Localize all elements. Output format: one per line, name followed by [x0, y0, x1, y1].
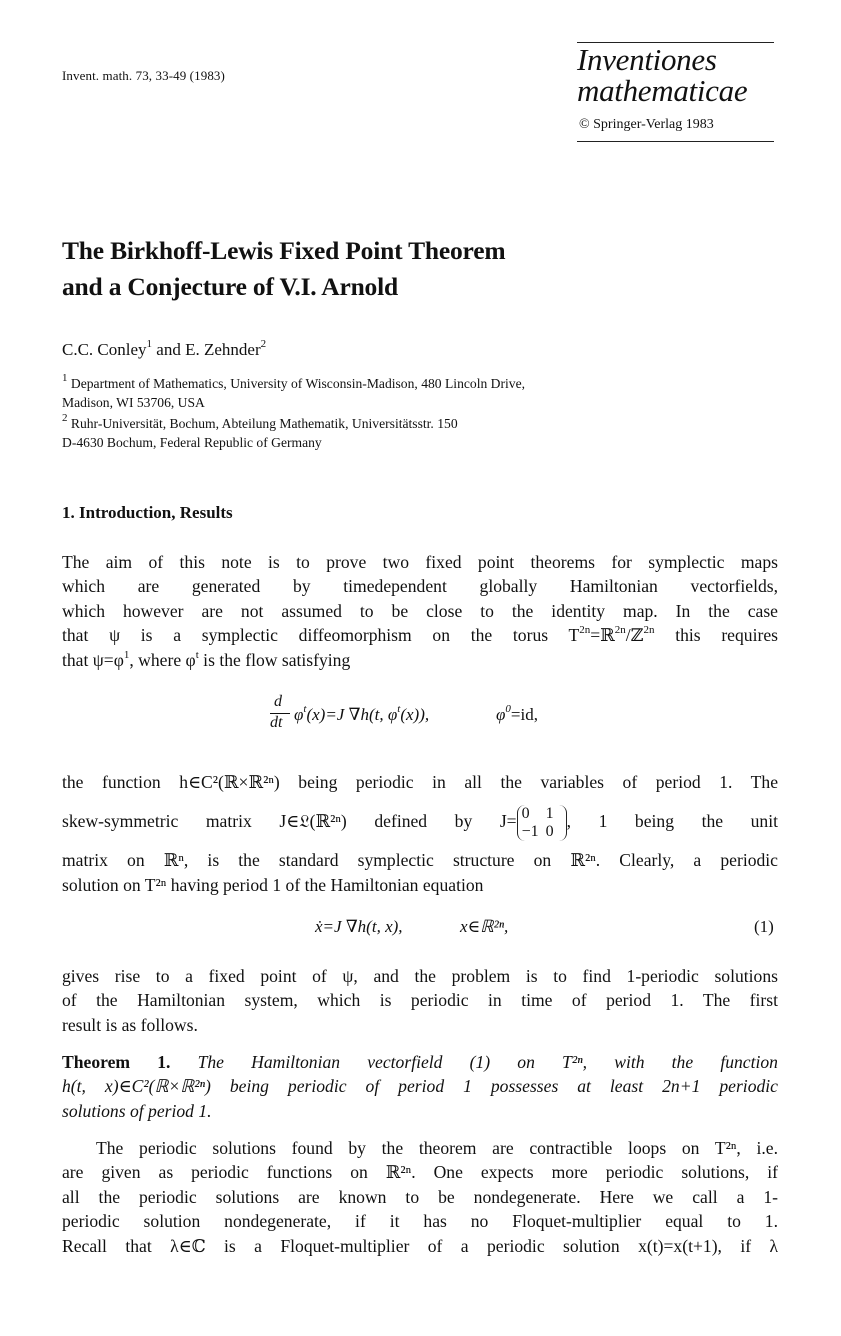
- intro-line: which however are not assumed to be close to the identity map. In the case: [62, 600, 778, 621]
- author-2-affil-mark: 2: [260, 338, 267, 351]
- matrix-entry: 0: [545, 823, 554, 841]
- eq-text: (x)),: [400, 705, 430, 724]
- affiliation-1-line1: Department of Mathematics, University of Wisconsin-Madison, 480 Lincoln Drive,: [67, 376, 526, 391]
- superscript: t: [397, 703, 401, 716]
- eq-text: φ: [294, 705, 304, 724]
- paragraph-line: Recall that λ∈ℂ is a Floquet-multiplier of a periodic solution x(t)=x(t+1), if λ: [62, 1235, 778, 1256]
- journal-rule-bottom: [577, 141, 774, 142]
- theorem-text: The Hamiltonian vectorfield (1) on T²ⁿ, with the function: [170, 1052, 778, 1072]
- paragraph-4: [62, 1136, 778, 1258]
- affiliation-2: [62, 414, 458, 452]
- paragraph-line: of the Hamiltonian system, which is periodic in time of period 1. The first: [62, 990, 778, 1011]
- section-heading: 1. Introduction, Results: [62, 503, 233, 522]
- journal-copyright: © Springer-Verlag 1983: [579, 117, 714, 132]
- flow-equation-body: [294, 705, 429, 725]
- matrix-entry: 1: [545, 805, 554, 823]
- initial-condition: [496, 705, 538, 725]
- paragraph-line: result is as follows.: [62, 1014, 198, 1035]
- citation: Invent. math. 73, 33-49 (1983): [62, 68, 225, 83]
- intro-line: The aim of this note is to prove two fixed point theorems for symplectic maps: [62, 552, 778, 572]
- theorem-line: h(t, x)∈C²(ℝ×ℝ²ⁿ) being periodic of period 1 possesses at least 2n+1 periodic: [62, 1076, 778, 1097]
- symplectic-matrix: [517, 805, 567, 841]
- journal-name-line1: Inventiones: [577, 42, 717, 77]
- equation-number: (1): [754, 917, 774, 936]
- intro-paragraph: [62, 550, 778, 672]
- affiliation-1: [62, 374, 525, 412]
- intro-text: =ℝ: [590, 625, 615, 646]
- paragraph-2: [62, 770, 778, 897]
- authors-and: and: [152, 340, 186, 359]
- fraction-denominator: dt: [270, 714, 283, 731]
- paragraph-line: the function h∈C²(ℝ×ℝ²ⁿ) being periodic in all the variables of period 1. The: [62, 772, 778, 792]
- theorem-label: Theorem 1.: [62, 1052, 171, 1072]
- eq-text: φ: [496, 705, 506, 724]
- paragraph-line: The periodic solutions found by the theorem are contractible loops on T²ⁿ, i.e.: [96, 1138, 778, 1158]
- hamiltonian-equation-domain: x∈ℝ²ⁿ,: [460, 917, 509, 936]
- theorem-1: [62, 1050, 778, 1123]
- theorem-line: solutions of period 1.: [62, 1100, 212, 1121]
- eq-text: =id,: [510, 705, 538, 724]
- intro-text: is the flow satisfying: [198, 649, 351, 670]
- intro-text: /ℤ: [625, 625, 644, 646]
- paragraph-line: matrix on ℝⁿ, is the standard symplectic structure on ℝ²ⁿ. Clearly, a periodic: [62, 850, 778, 871]
- superscript: 0: [505, 703, 511, 716]
- superscript: 2n: [614, 624, 626, 637]
- intro-text: , where φ: [129, 649, 196, 670]
- paragraph-line: solution on T²ⁿ having period 1 of the Hamiltonian equation: [62, 874, 484, 895]
- intro-line: which are generated by timedependent globally Hamiltonian vectorfields,: [62, 576, 778, 597]
- superscript: t: [303, 703, 307, 716]
- theorem-line: [62, 1050, 778, 1074]
- paragraph-3: [62, 964, 778, 1037]
- superscript: t: [195, 648, 199, 661]
- affiliation-2-mark: 2: [62, 412, 68, 425]
- superscript: 2n: [643, 624, 655, 637]
- matrix-entry: 0: [521, 805, 530, 823]
- paragraph-line: all the periodic solutions are known to be nondegenerate. Here we call a 1-: [62, 1186, 778, 1207]
- journal-name-line2: mathematicae: [577, 73, 748, 108]
- paper-title: [62, 233, 505, 305]
- paragraph-line: are given as periodic functions on ℝ²ⁿ. One expects more periodic solutions, if: [62, 1162, 778, 1183]
- paragraph-line: [62, 794, 778, 848]
- journal-name: [577, 44, 747, 106]
- intro-text: that ψ=φ: [62, 649, 124, 670]
- superscript: 1: [123, 648, 130, 661]
- intro-text: this requires: [654, 625, 778, 646]
- author-1-affil-mark: 1: [146, 338, 153, 351]
- authors: [62, 340, 266, 360]
- author-1: C.C. Conley: [62, 340, 147, 359]
- hamiltonian-equation: ẋ=J ∇h(t, x),: [315, 917, 403, 936]
- title-line2: and a Conjecture of V.I. Arnold: [62, 272, 398, 301]
- matrix-entry: −1: [521, 823, 539, 841]
- paragraph-line: periodic solution nondegenerate, if it has no Floquet-multiplier equal to 1.: [62, 1211, 778, 1232]
- eq-text: (x)=J ∇h(t, φ: [306, 705, 398, 724]
- superscript: 2n: [579, 624, 591, 637]
- paragraph-line: gives rise to a fixed point of ψ, and the problem is to find 1-periodic solutions: [62, 966, 778, 986]
- author-2: E. Zehnder: [185, 340, 261, 359]
- affiliation-2-line2: D-4630 Bochum, Federal Republic of Germany: [62, 435, 322, 450]
- para-text: , 1 being the unit: [566, 811, 779, 832]
- affiliation-1-mark: 1: [62, 372, 68, 385]
- intro-line: [62, 648, 778, 672]
- fraction-numerator: d: [274, 693, 282, 710]
- affiliation-1-line2: Madison, WI 53706, USA: [62, 395, 205, 410]
- affiliation-2-line1: Ruhr-Universität, Bochum, Abteilung Mathematik, Universitätsstr. 150: [67, 416, 458, 431]
- para-text: skew-symmetric matrix J∈𝔏(ℝ²ⁿ) defined by J=: [62, 811, 517, 832]
- title-line1: The Birkhoff-Lewis Fixed Point Theorem: [62, 236, 506, 265]
- intro-line: [62, 623, 778, 647]
- intro-text: that ψ is a symplectic diffeomorphism on the torus T: [62, 625, 580, 646]
